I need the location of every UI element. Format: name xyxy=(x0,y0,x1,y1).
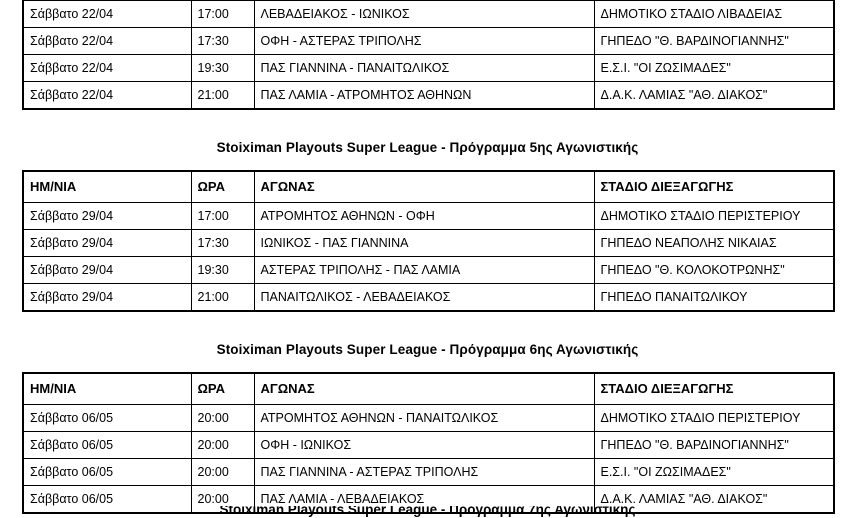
spacer xyxy=(0,312,855,342)
section-title-matchday-5: Stoiximan Playouts Super League - Πρόγραμμα 5ης Αγωνιστικής xyxy=(216,140,639,155)
cell-match: ΠΑΣ ΓΙΑΝΝΙΝΑ - ΑΣΤΕΡΑΣ ΤΡΙΠΟΛΗΣ xyxy=(254,459,594,486)
cell-date: Σάββατο 06/05 xyxy=(23,432,191,459)
cell-time: 17:00 xyxy=(191,0,254,28)
section-title-matchday-6: Stoiximan Playouts Super League - Πρόγραμμα 6ης Αγωνιστικής xyxy=(216,342,639,357)
cell-date: Σάββατο 22/04 xyxy=(23,28,191,55)
cell-match: ΑΤΡΟΜΗΤΟΣ ΑΘΗΝΩΝ - ΠΑΝΑΙΤΩΛΙΚΟΣ xyxy=(254,405,594,432)
cell-date: Σάββατο 29/04 xyxy=(23,284,191,312)
table-row xyxy=(23,432,834,459)
cell-time: 17:30 xyxy=(191,28,254,55)
column-header-time: ΩΡΑ xyxy=(191,171,254,203)
cell-venue: ΔΗΜΟΤΙΚΟ ΣΤΑΔΙΟ ΛΙΒΑΔΕΙΑΣ xyxy=(594,0,834,28)
cell-date: Σάββατο 06/05 xyxy=(23,459,191,486)
column-header-venue: ΣΤΑΔΙΟ ΔΙΕΞΑΓΩΓΗΣ xyxy=(594,171,834,203)
cell-match: ΛΕΒΑΔΕΙΑΚΟΣ - ΙΩΝΙΚΟΣ xyxy=(254,0,594,28)
cell-venue: Δ.Α.Κ. ΛΑΜΙΑΣ "ΑΘ. ΔΙΑΚΟΣ" xyxy=(594,82,834,110)
cell-time: 20:00 xyxy=(191,405,254,432)
cell-venue: ΔΗΜΟΤΙΚΟ ΣΤΑΔΙΟ ΠΕΡΙΣΤΕΡΙΟΥ xyxy=(594,405,834,432)
cell-match: ΟΦΗ - ΙΩΝΙΚΟΣ xyxy=(254,432,594,459)
table-header-row xyxy=(23,373,834,405)
cell-date: Σάββατο 29/04 xyxy=(23,203,191,230)
cell-date: Σάββατο 06/05 xyxy=(23,405,191,432)
cell-match: ΟΦΗ - ΑΣΤΕΡΑΣ ΤΡΙΠΟΛΗΣ xyxy=(254,28,594,55)
cell-match: ΠΑΝΑΙΤΩΛΙΚΟΣ - ΛΕΒΑΔΕΙΑΚΟΣ xyxy=(254,284,594,312)
schedule-table-2 xyxy=(22,170,835,312)
table-row xyxy=(23,284,834,312)
table-row xyxy=(23,459,834,486)
spacer xyxy=(0,155,855,170)
cell-time: 17:00 xyxy=(191,203,254,230)
cell-date: Σάββατο 22/04 xyxy=(23,0,191,28)
cell-venue: Ε.Σ.Ι. "ΟΙ ΖΩΣΙΜΑΔΕΣ" xyxy=(594,55,834,82)
cell-match: ΑΣΤΕΡΑΣ ΤΡΙΠΟΛΗΣ - ΠΑΣ ΛΑΜΙΑ xyxy=(254,257,594,284)
cell-match: ΠΑΣ ΓΙΑΝΝΙΝΑ - ΠΑΝΑΙΤΩΛΙΚΟΣ xyxy=(254,55,594,82)
schedule-section-1 xyxy=(0,0,855,110)
table-row xyxy=(23,28,834,55)
cell-venue: ΓΗΠΕΔΟ ΝΕΑΠΟΛΗΣ ΝΙΚΑΙΑΣ xyxy=(594,230,834,257)
cell-date: Σάββατο 29/04 xyxy=(23,230,191,257)
cell-venue: Δ.Α.Κ. ΛΑΜΙΑΣ "ΑΘ. ΔΙΑΚΟΣ" xyxy=(594,486,834,514)
cell-time: 19:30 xyxy=(191,257,254,284)
schedule-table-3 xyxy=(22,372,835,514)
schedule-table-1 xyxy=(22,0,835,110)
cell-match: ΑΤΡΟΜΗΤΟΣ ΑΘΗΝΩΝ - ΟΦΗ xyxy=(254,203,594,230)
cell-match: ΠΑΣ ΛΑΜΙΑ - ΑΤΡΟΜΗΤΟΣ ΑΘΗΝΩΝ xyxy=(254,82,594,110)
column-header-time: ΩΡΑ xyxy=(191,373,254,405)
section-title-matchday-7-text: Stoiximan Playouts Super League - Πρόγραμμα 7ης Αγωνιστικής xyxy=(219,506,636,517)
cell-date: Σάββατο 22/04 xyxy=(23,55,191,82)
cell-venue: ΓΗΠΕΔΟ "Θ. ΚΟΛΟΚΟΤΡΩΝΗΣ" xyxy=(594,257,834,284)
cell-date: Σάββατο 22/04 xyxy=(23,82,191,110)
schedule-section-3 xyxy=(0,342,855,514)
table-row xyxy=(23,0,834,28)
table-row xyxy=(23,203,834,230)
cell-date: Σάββατο 06/05 xyxy=(23,486,191,514)
cell-venue: ΓΗΠΕΔΟ "Θ. ΒΑΡΔΙΝΟΓΙΑΝΝΗΣ" xyxy=(594,432,834,459)
cell-match: ΙΩΝΙΚΟΣ - ΠΑΣ ΓΙΑΝΝΙΝΑ xyxy=(254,230,594,257)
column-header-match: ΑΓΩΝΑΣ xyxy=(254,373,594,405)
cell-time: 21:00 xyxy=(191,284,254,312)
spacer xyxy=(0,110,855,140)
cell-time: 20:00 xyxy=(191,459,254,486)
cell-time: 20:00 xyxy=(191,432,254,459)
table-row xyxy=(23,230,834,257)
cell-date: Σάββατο 29/04 xyxy=(23,257,191,284)
cell-venue: ΓΗΠΕΔΟ "Θ. ΒΑΡΔΙΝΟΓΙΑΝΝΗΣ" xyxy=(594,28,834,55)
column-header-venue: ΣΤΑΔΙΟ ΔΙΕΞΑΓΩΓΗΣ xyxy=(594,373,834,405)
schedule-section-2 xyxy=(0,140,855,312)
table-row xyxy=(23,405,834,432)
table-row xyxy=(23,82,834,110)
table-row xyxy=(23,55,834,82)
column-header-date: ΗΜ/ΝΙΑ xyxy=(23,373,191,405)
cell-venue: Ε.Σ.Ι. "ΟΙ ΖΩΣΙΜΑΔΕΣ" xyxy=(594,459,834,486)
section-title-matchday-7-clipped xyxy=(0,506,855,518)
cell-time: 17:30 xyxy=(191,230,254,257)
spacer xyxy=(0,357,855,372)
column-header-date: ΗΜ/ΝΙΑ xyxy=(23,171,191,203)
table-row xyxy=(23,257,834,284)
cell-match: ΠΑΣ ΛΑΜΙΑ - ΛΕΒΑΔΕΙΑΚΟΣ xyxy=(254,486,594,514)
table-header-row xyxy=(23,171,834,203)
column-header-match: ΑΓΩΝΑΣ xyxy=(254,171,594,203)
cell-venue: ΔΗΜΟΤΙΚΟ ΣΤΑΔΙΟ ΠΕΡΙΣΤΕΡΙΟΥ xyxy=(594,203,834,230)
cell-time: 21:00 xyxy=(191,82,254,110)
cell-time: 19:30 xyxy=(191,55,254,82)
cell-venue: ΓΗΠΕΔΟ ΠΑΝΑΙΤΩΛΙΚΟΥ xyxy=(594,284,834,312)
cell-time: 20:00 xyxy=(191,486,254,514)
